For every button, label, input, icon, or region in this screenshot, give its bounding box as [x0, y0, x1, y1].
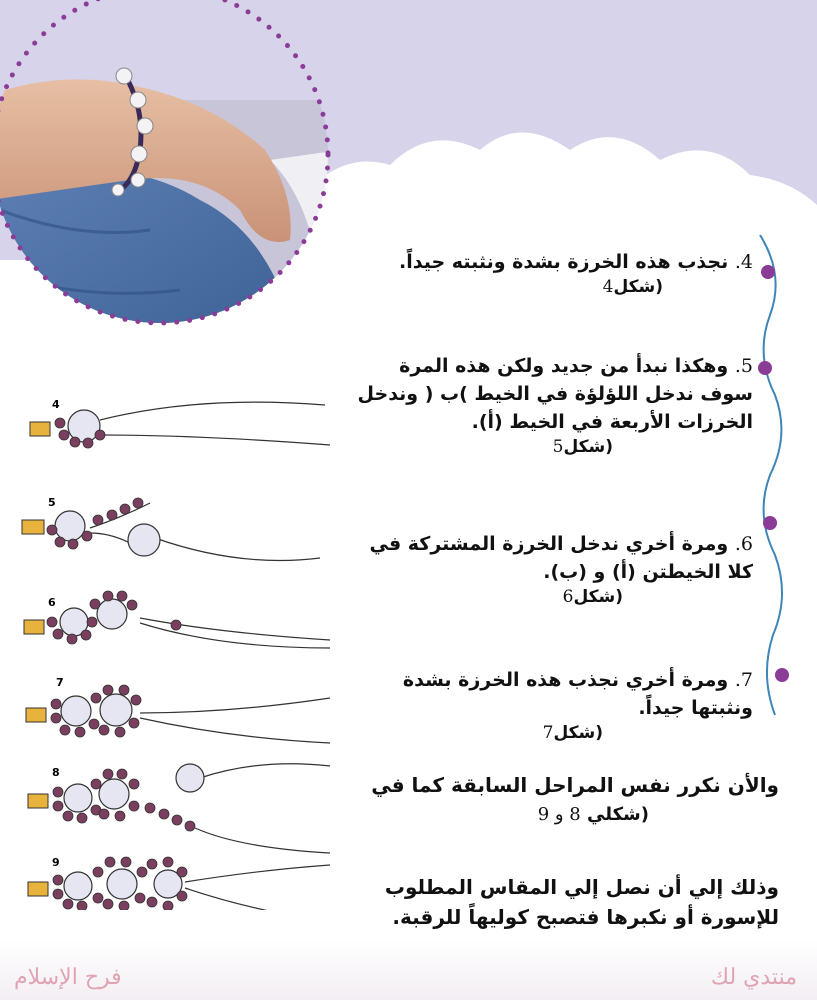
step-4: [353, 248, 753, 298]
clasp-icon: [28, 794, 48, 808]
figure-ref: (شكل4: [602, 277, 663, 297]
step-text: ومرة أخري ندخل الخرزة المشتركة في كلا الخيطتن (أ) و (ب).: [369, 533, 753, 583]
step-number: 4.: [734, 251, 753, 273]
figure-number: 8: [52, 766, 60, 779]
figure-4: [30, 398, 330, 448]
figure-ref: (شكلي 8 و 9: [537, 804, 649, 825]
figure-number: 9: [52, 856, 60, 869]
figure-number: 4: [52, 398, 60, 411]
figure-8: [28, 764, 330, 853]
bead-diagrams: [0, 390, 360, 910]
figure-ref: (شكل5: [552, 437, 613, 457]
clasp-icon: [22, 520, 44, 534]
wavy-divider: [755, 230, 795, 730]
figure-number: 5: [48, 496, 56, 509]
clasp-icon: [26, 708, 46, 722]
bracelet-photo: [0, 0, 335, 355]
clasp-icon: [28, 882, 48, 896]
figure-5: [22, 496, 320, 561]
footer-watermark-left: فرح الإسلام: [14, 965, 122, 990]
figure-6: [24, 591, 330, 648]
figure-9: [28, 856, 330, 910]
figure-7: [26, 676, 330, 743]
figure-ref: (شكل7: [542, 723, 603, 743]
footer-watermark-right: منتدي لك: [710, 965, 797, 990]
figure-number: 6: [48, 596, 56, 609]
step-text: ومرة أخري نجذب هذه الخرزة بشدة ونثبتها جيداً.: [402, 669, 753, 719]
paragraph-repeat: والأن نكرر نفس المراحل السابقة كما في (شكلي 8 و 9: [349, 770, 779, 830]
step-text: نجذب هذه الخرزة بشدة ونثبته جيداً.: [399, 251, 729, 273]
figure-ref: (شكل6: [562, 587, 623, 607]
paragraph-finish: وذلك إلي أن نصل إلي المقاس المطلوب للإسورة أو نكبرها فتصبح كوليهاً للرقبة.: [384, 875, 779, 929]
clasp-icon: [30, 422, 50, 436]
footer-band: [0, 940, 817, 1000]
step-number: 5.: [734, 355, 753, 377]
step-6: [353, 530, 753, 608]
figure-number: 7: [56, 676, 64, 689]
step-text: وهكذا نبدأ من جديد ولكن هذه المرة سوف ندخل اللؤلؤة في الخيط )ب ( وندخل الخرزات الأربعة في الخيط (أ).: [357, 355, 753, 433]
step-number: 6.: [734, 533, 753, 555]
step-number: 7.: [734, 669, 753, 691]
step-5: [353, 352, 753, 458]
clasp-icon: [24, 620, 44, 634]
step-7: [353, 666, 753, 744]
